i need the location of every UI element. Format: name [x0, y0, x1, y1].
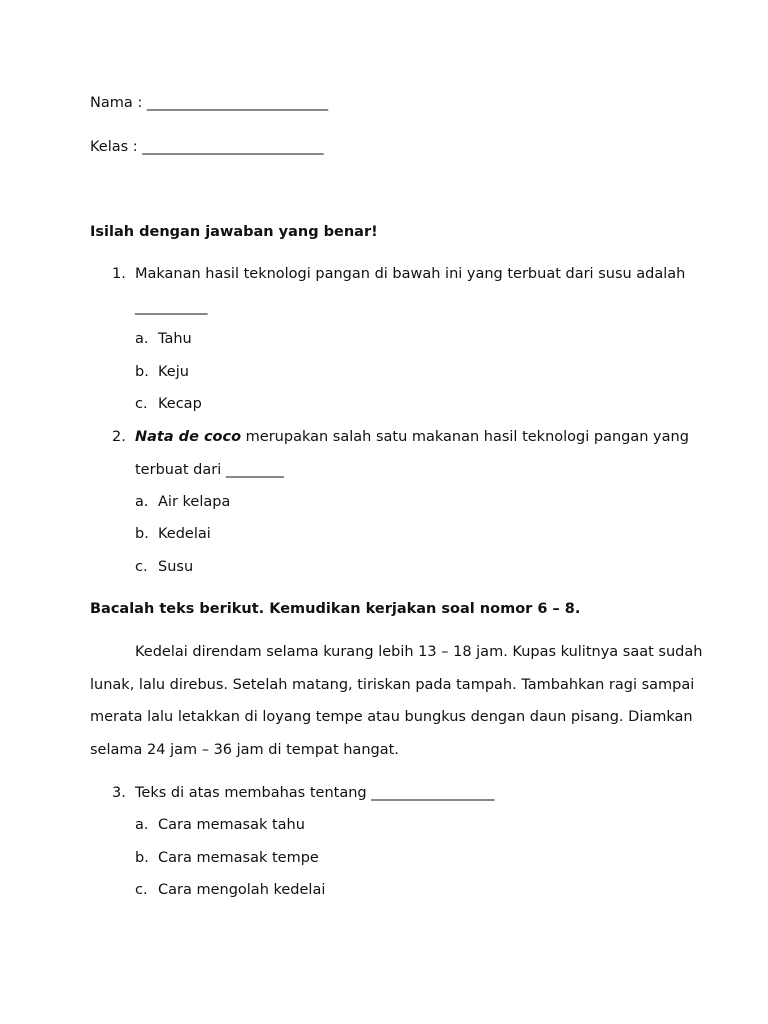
question-1-text: Makanan hasil teknologi pangan di bawah ini yang terbuat dari susu adalah — [135, 266, 686, 282]
passage-line-3: merata lalu letakkan di loyang tempe atau bungkus dengan daun pisang. Diamkan — [90, 709, 693, 725]
option-letter: b. — [135, 526, 149, 542]
question-1-option-a: Tahu — [158, 331, 192, 347]
question-3-option-b: Cara memasak tempe — [158, 850, 319, 866]
name-field-label: Nama : _________________________ — [90, 95, 329, 111]
option-letter: a. — [135, 817, 149, 833]
question-2-option-a: Air kelapa — [158, 494, 231, 510]
class-field-label: Kelas : _________________________ — [90, 139, 324, 155]
option-letter: a. — [135, 331, 149, 347]
question-1-blank: __________ — [135, 299, 208, 315]
question-2-text — [135, 429, 689, 445]
passage-line-2: lunak, lalu direbus. Setelah matang, tiriskan pada tampah. Tambahkan ragi sampai — [90, 677, 695, 693]
section1-instruction: Isilah dengan jawaban yang benar! — [90, 224, 378, 240]
option-letter: a. — [135, 494, 149, 510]
option-letter: c. — [135, 559, 148, 575]
question-3-option-c: Cara mengolah kedelai — [158, 882, 326, 898]
passage-line-4: selama 24 jam – 36 jam di tempat hangat. — [90, 742, 399, 758]
question-1-option-c: Kecap — [158, 396, 202, 412]
option-letter: c. — [135, 396, 148, 412]
question-2-term: Nata de coco — [135, 429, 242, 445]
question-3-option-a: Cara memasak tahu — [158, 817, 305, 833]
question-1-option-b: Keju — [158, 364, 189, 380]
question-2-blank: terbuat dari ________ — [135, 462, 284, 478]
question-2-number: 2. — [112, 429, 126, 445]
passage-line-1: Kedelai direndam selama kurang lebih 13 – 18 jam. Kupas kulitnya saat sudah — [135, 644, 703, 660]
question-3-text: Teks di atas membahas tentang _________________ — [135, 785, 495, 801]
question-2-rest: merupakan salah satu makanan hasil teknologi pangan yang — [245, 429, 689, 445]
option-letter: b. — [135, 850, 149, 866]
question-2-option-c: Susu — [158, 559, 194, 575]
option-letter: b. — [135, 364, 149, 380]
question-2-option-b: Kedelai — [158, 526, 211, 542]
section2-instruction: Bacalah teks berikut. Kemudikan kerjakan soal nomor 6 – 8. — [90, 601, 581, 617]
question-1-number: 1. — [112, 266, 126, 282]
question-3-number: 3. — [112, 785, 126, 801]
option-letter: c. — [135, 882, 148, 898]
